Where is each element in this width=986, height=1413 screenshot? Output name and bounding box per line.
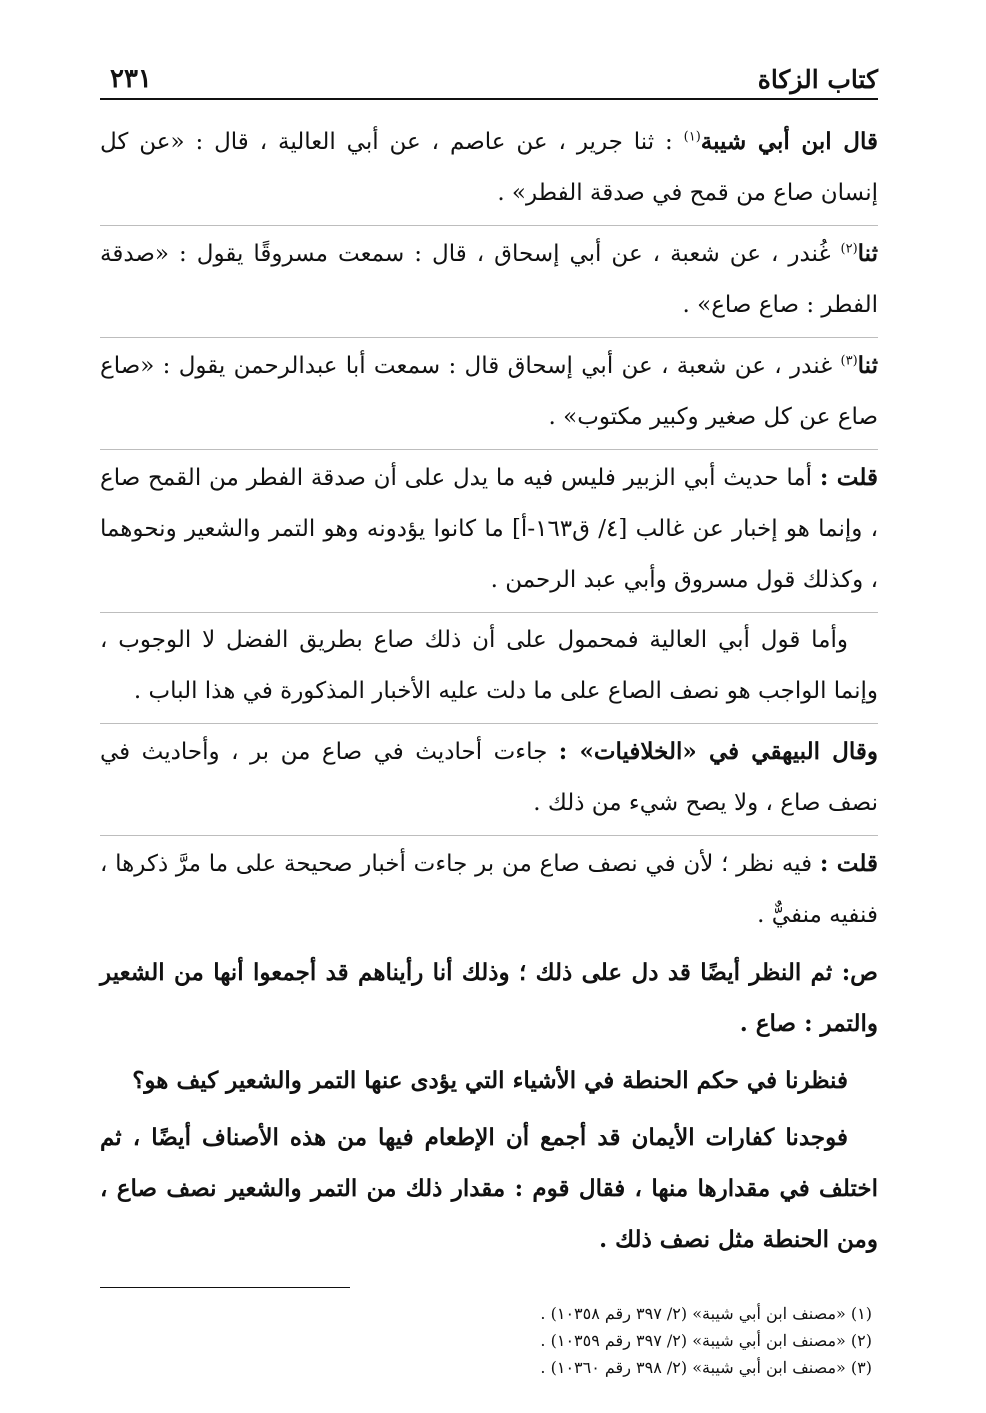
paragraph-matn-kaffarat: فوجدنا كفارات الأيمان قد أجمع أن الإطعام فيها من هذه الأصناف أيضًا ، ثم اختلف في مقدارها منها ، فقال قوم : مقدار ذلك من التمر والشعير نصف صاع ، ومن الحنطة مثل نصف ذلك . xyxy=(100,1124,878,1253)
main-text xyxy=(100,116,878,1271)
paragraph-abi-aliya xyxy=(100,612,878,723)
paragraph-lead: قال ابن أبي شيبة xyxy=(700,128,878,155)
paragraph-body: غندر ، عن شعبة ، عن أبي إسحاق قال : سمعت أبا عبدالرحمن يقول : «صاع صاع عن كل صغير وكبير مكتوب» . xyxy=(100,353,878,430)
page-header xyxy=(100,50,878,100)
paragraph-body: : ثنا جرير ، عن عاصم ، عن أبي العالية ، قال : «عن كل إنسان صاع من قمح في صدقة الفطر» . xyxy=(100,129,878,206)
paragraph-body: فيه نظر ؛ لأن في نصف صاع من بر جاءت أخبار صحيحة على ما مرَّ ذكرها ، فنفيه منفيٌّ . xyxy=(100,851,878,928)
footnote-ref-2: (٢) xyxy=(840,241,858,257)
paragraph-lead: قلت : xyxy=(819,464,878,491)
book-page xyxy=(100,50,878,1381)
footnote-2: (٢) «مصنف ابن أبي شيبة» (٢/ ٣٩٧ رقم ١٠٣٥٩) . xyxy=(540,1331,872,1350)
paragraph-body: جاءت أحاديث في صاع من بر ، وأحاديث في نصف صاع ، ولا يصح شيء من ذلك . xyxy=(100,739,878,816)
footnote-divider xyxy=(100,1287,350,1288)
paragraph-body: غُندر ، عن شعبة ، عن أبي إسحاق ، قال : سمعت مسروقًا يقول : «صدقة الفطر : صاع صاع» . xyxy=(100,241,878,318)
paragraph-matn-sad: ص: ثم النظر أيضًا قد دل على ذلك ؛ وذلك أنا رأيناهم قد أجمعوا أنها من الشعير والتمر : صاع . xyxy=(100,959,878,1037)
footnote-3: (٣) «مصنف ابن أبي شيبة» (٢/ ٣٩٨ رقم ١٠٣٦٠) . xyxy=(540,1358,872,1377)
paragraph-body: أما حديث أبي الزبير فليس فيه ما يدل على أن صدقة الفطر من القمح صاع ، وإنما هو إخبار عن غالب [٤/ ق١٦٣-أ] ما كانوا يؤدونه وهو التمر والشعير ونحوهما ، وكذلك قول مسروق وأبي عبد الرحمن . xyxy=(100,465,879,593)
paragraph-qultu-abi-zubayr xyxy=(100,449,878,612)
page-number: ٢٣١ xyxy=(110,64,152,94)
footnote-1: (١) «مصنف ابن أبي شيبة» (٢/ ٣٩٧ رقم ١٠٣٥٨) . xyxy=(540,1304,872,1323)
paragraph-qultu-nazar xyxy=(100,835,878,947)
footnotes xyxy=(100,1300,878,1381)
footnote-ref-1: (١) xyxy=(683,129,701,145)
footnote-ref-3: (٣) xyxy=(840,353,858,369)
paragraph-bayhaqi xyxy=(100,723,878,835)
paragraph-ibn-abi-shayba xyxy=(100,116,878,225)
paragraph-ghundar-abu-abdurrahman xyxy=(100,337,878,449)
paragraph-lead: ثنا xyxy=(857,240,878,267)
paragraph-body: وأما قول أبي العالية فمحمول على أن ذلك صاع بطريق الفضل لا الوجوب ، وإنما الواجب هو نصف الصاع على ما دلت عليه الأخبار المذكورة في هذا الباب . xyxy=(100,627,878,704)
paragraph-lead: وقال البيهقي في «الخلافيات» : xyxy=(558,738,878,765)
running-title: كتاب الزكاة xyxy=(757,65,878,94)
paragraph-matn-hinta: فنظرنا في حكم الحنطة في الأشياء التي يؤدى عنها التمر والشعير كيف هو؟ xyxy=(132,1067,848,1094)
paragraph-lead: ثنا xyxy=(857,352,878,379)
paragraph-ghundar-masruq xyxy=(100,225,878,337)
paragraph-lead: قلت : xyxy=(819,850,878,877)
